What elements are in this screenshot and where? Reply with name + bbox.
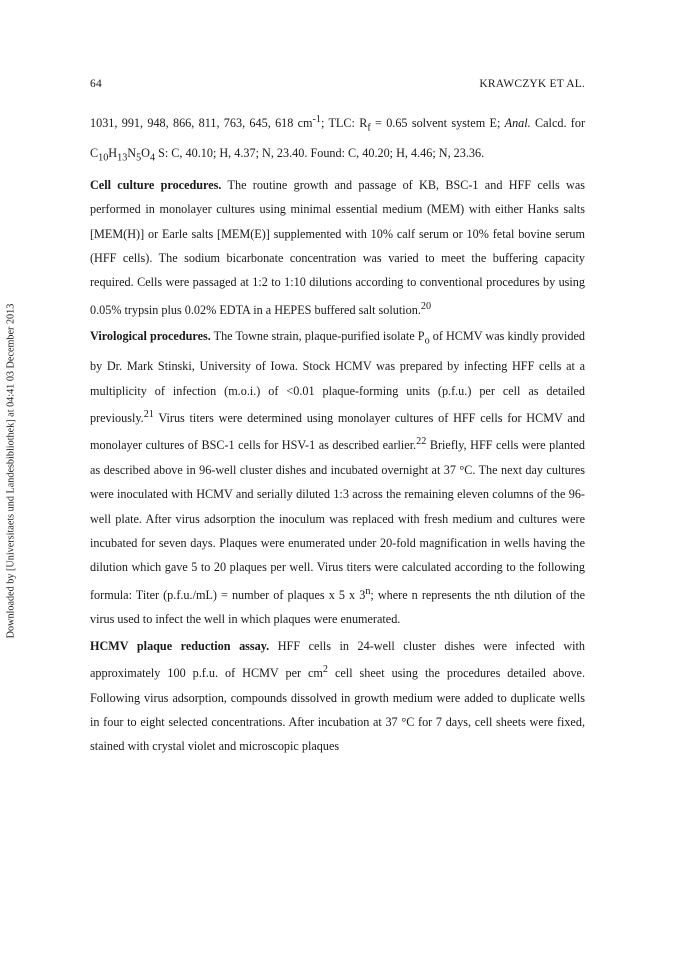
article-body: [90, 108, 585, 759]
reference-marker: 20: [420, 300, 432, 312]
anal-italic: Anal.: [504, 116, 531, 131]
section-heading: HCMV plaque reduction assay.: [90, 638, 270, 653]
section-heading: Virological procedures.: [90, 329, 211, 344]
paragraph-plaque-assay: HCMV plaque reduction assay. HFF cells in 24-well cluster dishes were infected with approximately 100 p.f.u. of HCMV per $cm^2$ cell sheet using the procedures detailed above. Following virus adsorption, compounds dissolved in growth medium were added to duplicate wells in four to eight selected concentrations. After incubation at 37 °C for 7 days, cell sheets were fixed, stained with crystal violet and microscopic plaques: [90, 638, 585, 754]
paragraph-virological: Virological procedures. The Towne strain, plaque-purified isolate $P_o$ of HCMV was kindly provided by Dr. Mark Stinski, University of Iowa. Stock HCMV was prepared by infecting HFF cells at a multiplicity of infection (m.o.i.) of <0.01 plaque-forming units (p.f.u.) per cell as detailed previously.$^{21}$ Virus titers were determined using monolayer cultures of HFF cells for HCMV and monolayer cultures of BSC-1 cells for HSV-1 as described earlier.$^{22}$ Briefly, HFF cells were planted as described above in 96-well cluster dishes and incubated overnight at 37 °C. The next day cultures were inoculated with HCMV and serially diluted 1:3 across the remaining eleven columns of the 96-well plate. After virus adsorption the inoculum was replaced with fresh medium and cultures were incubated for seven days. Plaques were enumerated under 20-fold magnification in wells having the dilution which gave 5 to 20 plaques per well. Virus titers were calculated according to the following formula: Titer (p.f.u./mL) = number of plaques x 5 x 3$^n$; where n represents the nth dilution of the virus used to infect the well in which plaques were enumerated.: [90, 329, 585, 627]
paragraph-cell-culture: Cell culture procedures. The routine growth and passage of KB, BSC-1 and HFF cells was performed in monolayer cultures using minimal essential medium (MEM) with either Hanks salts [MEM(H)] or Earle salts [MEM(E)] supplemented with 10% calf serum or 10% fetal bovine serum (HFF cells). The sodium bicarbonate concentration was varied to meet the buffering capacity required. Cells were passaged at 1:2 to 1:10 dilutions according to conventional procedures by using 0.05% trypsin plus 0.02% EDTA in a HEPES buffered salt solution.$^{20}$: [90, 177, 585, 317]
reference-marker: 21: [143, 408, 154, 420]
section-heading: Cell culture procedures.: [90, 177, 222, 192]
reference-marker: 22: [416, 436, 427, 448]
download-note: Downloaded by [Universitaets und Landesbibliothek] at 04:41 03 December 2013: [5, 303, 17, 639]
running-head: KRAWCZYK ET AL.: [479, 78, 585, 90]
paragraph-analysis: 1031, 991, 948, 866, 811, 763, 645, 618 $cm^{-1}$; TLC: $R_f = 0.65$ solvent system E; Anal. Calcd. for $C_{10}H_{13}N_5O_4$ S: C, 40.10; H, 4.37; N, 23.40. Found: C, 40.20; H, 4.46; N, 23.36.: [90, 114, 586, 164]
page-number: 64: [90, 78, 102, 90]
download-watermark: [0, 238, 22, 704]
